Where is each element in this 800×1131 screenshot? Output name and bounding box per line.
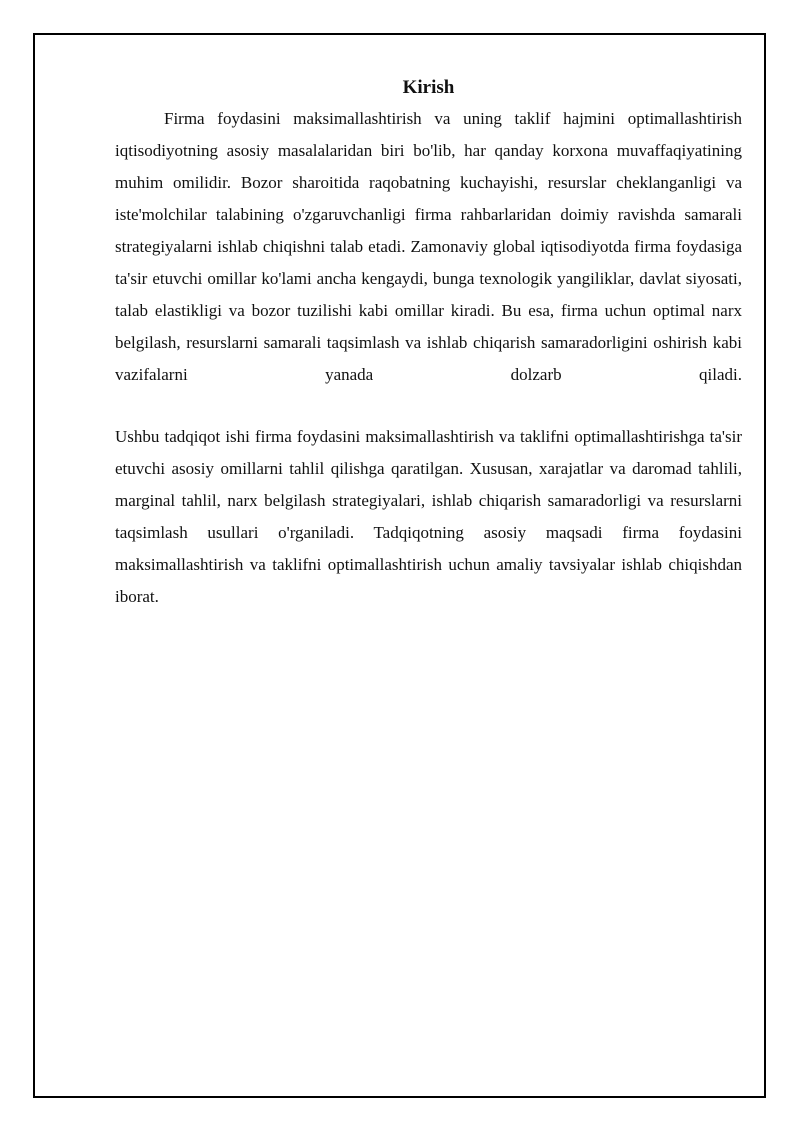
document-body	[115, 76, 742, 613]
document-title: Kirish	[402, 77, 455, 98]
paragraph-intro: Firma foydasini maksimallashtirish va uning taklif hajmini optimallashtirish iqtisodiyotning asosiy masalalaridan biri bo'lib, har qanday korxona muvaffaqiyatining muhim omilidir. Bozor sharoitida raqobatning kuchayishi, resurslar cheklanganligi va iste'molchilar talabining o'zgaruvchanligi firma rahbarlaridan doimiy ravishda samarali strategiyalarni ishlab chiqishni talab etadi. Zamonaviy global iqtisodiyotda firma foydasiga ta'sir etuvchi omillar ko'lami ancha kengaydi, bunga texnologik yangiliklar, davlat siyosati, talab elastikligi va bozor tuzilishi kabi omillar kiradi. Bu esa, firma uchun optimal narx belgilash, resurslarni samarali taqsimlash va ishlab chiqarish samaradorligini oshirish kabi vazifalarni yanada dolzarb qiladi.	[115, 109, 742, 384]
paragraph-research-aim: Ushbu tadqiqot ishi firma foydasini maksimallashtirish va taklifni optimallashtirishga ta'sir etuvchi asosiy omillarni tahlil qilishga qaratilgan. Xususan, xarajatlar va daromad tahlili, marginal tahlil, narx belgilash strategiyalari, ishlab chiqarish samaradorligi va resurslarni taqsimlash usullari o'rganiladi. Tadqiqotning asosiy maqsadi firma foydasini maksimallashtirish va taklifni optimallashtirish uchun amaliy tavsiyalar ishlab chiqishdan iborat.	[115, 427, 742, 606]
